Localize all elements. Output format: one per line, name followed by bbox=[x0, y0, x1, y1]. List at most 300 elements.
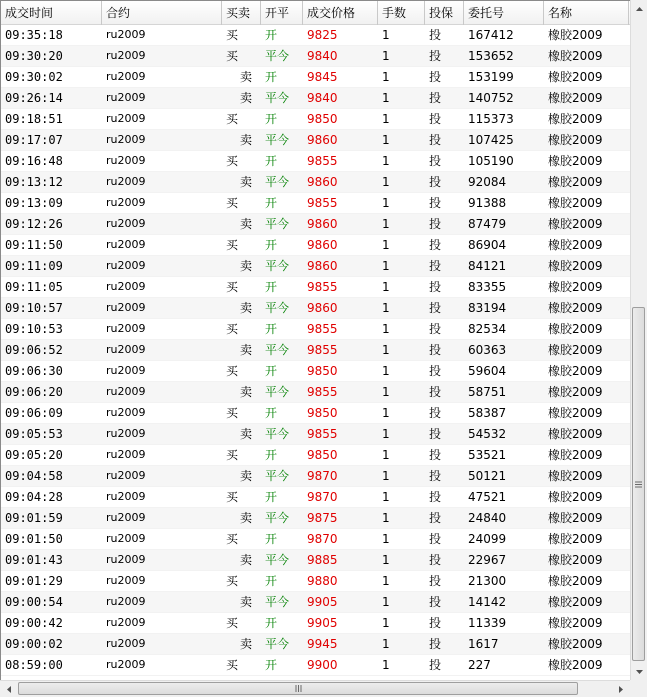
cell-price: 9845 bbox=[307, 70, 338, 84]
cell-order: 105190 bbox=[468, 154, 514, 168]
header-price[interactable]: 成交价格 bbox=[303, 1, 378, 25]
cell-side: 买 bbox=[226, 616, 239, 630]
cell-contract: ru2009 bbox=[106, 406, 146, 419]
cell-qty: 1 bbox=[382, 637, 390, 651]
cell-order: 92084 bbox=[468, 175, 507, 189]
cell-name: 橡胶2009 bbox=[548, 133, 603, 147]
cell-price: 9860 bbox=[307, 175, 338, 189]
cell-contract: ru2009 bbox=[106, 154, 146, 167]
cell-contract: ru2009 bbox=[106, 637, 146, 650]
cell-order: 91388 bbox=[468, 196, 507, 210]
cell-time: 09:00:54 bbox=[5, 595, 63, 609]
cell-name: 橡胶2009 bbox=[548, 217, 603, 231]
cell-order: 24840 bbox=[468, 511, 507, 525]
cell-order: 14142 bbox=[468, 595, 507, 609]
cell-openclose: 平今 bbox=[265, 427, 290, 441]
cell-order: 58751 bbox=[468, 385, 507, 399]
cell-price: 9850 bbox=[307, 112, 338, 126]
cell-order: 24099 bbox=[468, 532, 507, 546]
cell-hedge: 投 bbox=[429, 196, 442, 210]
cell-openclose: 开 bbox=[265, 238, 278, 252]
header-qty[interactable]: 手数 bbox=[378, 1, 425, 25]
cell-contract: ru2009 bbox=[106, 448, 146, 461]
header-name[interactable]: 名称 bbox=[544, 1, 629, 25]
cell-qty: 1 bbox=[382, 175, 390, 189]
cell-time: 09:05:20 bbox=[5, 448, 63, 462]
cell-time: 09:06:20 bbox=[5, 385, 63, 399]
cell-name: 橡胶2009 bbox=[548, 490, 603, 504]
cell-hedge: 投 bbox=[429, 574, 442, 588]
cell-contract: ru2009 bbox=[106, 574, 146, 587]
cell-order: 50121 bbox=[468, 469, 507, 483]
cell-hedge: 投 bbox=[429, 553, 442, 567]
cell-qty: 1 bbox=[382, 133, 390, 147]
cell-order: 53521 bbox=[468, 448, 507, 462]
table-row[interactable] bbox=[1, 193, 630, 214]
cell-hedge: 投 bbox=[429, 406, 442, 420]
horizontal-scrollbar[interactable] bbox=[0, 680, 630, 697]
cell-side: 买 bbox=[226, 112, 239, 126]
cell-qty: 1 bbox=[382, 28, 390, 42]
cell-qty: 1 bbox=[382, 322, 390, 336]
cell-side: 买 bbox=[226, 574, 239, 588]
cell-qty: 1 bbox=[382, 196, 390, 210]
cell-time: 09:04:28 bbox=[5, 490, 63, 504]
cell-hedge: 投 bbox=[429, 133, 442, 147]
cell-side: 买 bbox=[226, 196, 239, 210]
table-row[interactable] bbox=[1, 508, 630, 529]
scroll-left-arrow-icon[interactable] bbox=[0, 681, 17, 697]
cell-hedge: 投 bbox=[429, 49, 442, 63]
cell-price: 9875 bbox=[307, 511, 338, 525]
cell-price: 9905 bbox=[307, 616, 338, 630]
cell-hedge: 投 bbox=[429, 490, 442, 504]
vertical-scroll-thumb[interactable] bbox=[632, 307, 645, 661]
table-row[interactable] bbox=[1, 256, 630, 277]
cell-side: 卖 bbox=[240, 469, 253, 483]
cell-contract: ru2009 bbox=[106, 385, 146, 398]
cell-qty: 1 bbox=[382, 217, 390, 231]
cell-order: 1617 bbox=[468, 637, 499, 651]
cell-hedge: 投 bbox=[429, 112, 442, 126]
cell-side: 买 bbox=[226, 532, 239, 546]
cell-side: 卖 bbox=[240, 511, 253, 525]
header-contract[interactable]: 合约 bbox=[102, 1, 222, 25]
cell-qty: 1 bbox=[382, 301, 390, 315]
cell-side: 买 bbox=[226, 490, 239, 504]
cell-contract: ru2009 bbox=[106, 427, 146, 440]
grip-icon bbox=[295, 685, 302, 692]
cell-openclose: 开 bbox=[265, 490, 278, 504]
cell-price: 9855 bbox=[307, 385, 338, 399]
cell-time: 09:13:09 bbox=[5, 196, 63, 210]
cell-hedge: 投 bbox=[429, 616, 442, 630]
cell-side: 卖 bbox=[240, 301, 253, 315]
cell-qty: 1 bbox=[382, 49, 390, 63]
table-row[interactable] bbox=[1, 340, 630, 361]
cell-order: 87479 bbox=[468, 217, 507, 231]
cell-qty: 1 bbox=[382, 427, 390, 441]
cell-contract: ru2009 bbox=[106, 364, 146, 377]
cell-contract: ru2009 bbox=[106, 658, 146, 671]
cell-time: 09:17:07 bbox=[5, 133, 63, 147]
cell-name: 橡胶2009 bbox=[548, 280, 603, 294]
cell-hedge: 投 bbox=[429, 385, 442, 399]
table-row[interactable] bbox=[1, 88, 630, 109]
cell-hedge: 投 bbox=[429, 658, 442, 672]
cell-side: 买 bbox=[226, 28, 239, 42]
cell-price: 9825 bbox=[307, 28, 338, 42]
cell-hedge: 投 bbox=[429, 28, 442, 42]
cell-order: 22967 bbox=[468, 553, 507, 567]
cell-time: 09:01:59 bbox=[5, 511, 63, 525]
cell-name: 橡胶2009 bbox=[548, 574, 603, 588]
cell-name: 橡胶2009 bbox=[548, 70, 603, 84]
cell-name: 橡胶2009 bbox=[548, 28, 603, 42]
cell-contract: ru2009 bbox=[106, 322, 146, 335]
cell-time: 09:16:48 bbox=[5, 154, 63, 168]
cell-order: 107425 bbox=[468, 133, 514, 147]
cell-qty: 1 bbox=[382, 280, 390, 294]
cell-openclose: 平今 bbox=[265, 553, 290, 567]
table-row[interactable] bbox=[1, 319, 630, 340]
cell-hedge: 投 bbox=[429, 217, 442, 231]
cell-name: 橡胶2009 bbox=[548, 532, 603, 546]
table-row[interactable] bbox=[1, 46, 630, 67]
cell-name: 橡胶2009 bbox=[548, 406, 603, 420]
cell-time: 09:12:26 bbox=[5, 217, 63, 231]
cell-openclose: 平今 bbox=[265, 637, 290, 651]
cell-order: 59604 bbox=[468, 364, 507, 378]
cell-contract: ru2009 bbox=[106, 217, 146, 230]
cell-qty: 1 bbox=[382, 343, 390, 357]
cell-openclose: 平今 bbox=[265, 343, 290, 357]
cell-name: 橡胶2009 bbox=[548, 196, 603, 210]
cell-contract: ru2009 bbox=[106, 238, 146, 251]
cell-side: 买 bbox=[226, 280, 239, 294]
cell-price: 9860 bbox=[307, 259, 338, 273]
cell-name: 橡胶2009 bbox=[548, 154, 603, 168]
cell-order: 21300 bbox=[468, 574, 507, 588]
table-row[interactable] bbox=[1, 172, 630, 193]
cell-qty: 1 bbox=[382, 553, 390, 567]
cell-openclose: 开 bbox=[265, 616, 278, 630]
table-row[interactable] bbox=[1, 655, 630, 676]
cell-contract: ru2009 bbox=[106, 469, 146, 482]
cell-qty: 1 bbox=[382, 448, 390, 462]
table-row[interactable] bbox=[1, 529, 630, 550]
cell-order: 115373 bbox=[468, 112, 514, 126]
cell-time: 09:06:30 bbox=[5, 364, 63, 378]
header-side[interactable]: 买卖 bbox=[222, 1, 261, 25]
cell-time: 09:10:53 bbox=[5, 322, 63, 336]
table-row[interactable] bbox=[1, 382, 630, 403]
cell-qty: 1 bbox=[382, 574, 390, 588]
cell-qty: 1 bbox=[382, 595, 390, 609]
cell-side: 卖 bbox=[240, 91, 253, 105]
cell-order: 153199 bbox=[468, 70, 514, 84]
cell-price: 9870 bbox=[307, 490, 338, 504]
cell-time: 09:06:09 bbox=[5, 406, 63, 420]
cell-name: 橡胶2009 bbox=[548, 427, 603, 441]
cell-price: 9885 bbox=[307, 553, 338, 567]
cell-name: 橡胶2009 bbox=[548, 637, 603, 651]
cell-side: 买 bbox=[226, 406, 239, 420]
cell-side: 买 bbox=[226, 238, 239, 252]
cell-side: 卖 bbox=[240, 133, 253, 147]
cell-price: 9905 bbox=[307, 595, 338, 609]
cell-qty: 1 bbox=[382, 658, 390, 672]
header-time[interactable]: 成交时间 bbox=[1, 1, 102, 25]
cell-hedge: 投 bbox=[429, 343, 442, 357]
header-hedge[interactable]: 投保 bbox=[425, 1, 464, 25]
cell-time: 09:13:12 bbox=[5, 175, 63, 189]
cell-name: 橡胶2009 bbox=[548, 616, 603, 630]
cell-name: 橡胶2009 bbox=[548, 49, 603, 63]
table-row[interactable] bbox=[1, 487, 630, 508]
table-row[interactable] bbox=[1, 466, 630, 487]
cell-side: 买 bbox=[226, 154, 239, 168]
cell-time: 09:10:57 bbox=[5, 301, 63, 315]
cell-time: 09:26:14 bbox=[5, 91, 63, 105]
cell-qty: 1 bbox=[382, 154, 390, 168]
cell-price: 9850 bbox=[307, 448, 338, 462]
header-openclose[interactable]: 开平 bbox=[261, 1, 303, 25]
cell-price: 9855 bbox=[307, 280, 338, 294]
vertical-scrollbar[interactable] bbox=[630, 0, 647, 680]
cell-openclose: 平今 bbox=[265, 175, 290, 189]
cell-side: 卖 bbox=[240, 385, 253, 399]
cell-name: 橡胶2009 bbox=[548, 343, 603, 357]
cell-time: 09:01:43 bbox=[5, 553, 63, 567]
cell-name: 橡胶2009 bbox=[548, 385, 603, 399]
cell-qty: 1 bbox=[382, 511, 390, 525]
horizontal-scroll-thumb[interactable] bbox=[18, 682, 578, 695]
cell-hedge: 投 bbox=[429, 259, 442, 273]
cell-price: 9900 bbox=[307, 658, 338, 672]
cell-contract: ru2009 bbox=[106, 490, 146, 503]
table-row[interactable] bbox=[1, 298, 630, 319]
cell-price: 9880 bbox=[307, 574, 338, 588]
table-row[interactable] bbox=[1, 634, 630, 655]
cell-name: 橡胶2009 bbox=[548, 553, 603, 567]
cell-order: 227 bbox=[468, 658, 491, 672]
cell-price: 9860 bbox=[307, 301, 338, 315]
cell-time: 09:04:58 bbox=[5, 469, 63, 483]
scroll-up-arrow-icon[interactable] bbox=[631, 0, 647, 17]
cell-time: 09:30:20 bbox=[5, 49, 63, 63]
cell-hedge: 投 bbox=[429, 175, 442, 189]
cell-name: 橡胶2009 bbox=[548, 112, 603, 126]
cell-order: 47521 bbox=[468, 490, 507, 504]
cell-contract: ru2009 bbox=[106, 28, 146, 41]
cell-openclose: 平今 bbox=[265, 301, 290, 315]
cell-hedge: 投 bbox=[429, 448, 442, 462]
cell-order: 60363 bbox=[468, 343, 507, 357]
cell-side: 买 bbox=[226, 364, 239, 378]
cell-name: 橡胶2009 bbox=[548, 91, 603, 105]
table-row[interactable] bbox=[1, 130, 630, 151]
header-order[interactable]: 委托号 bbox=[464, 1, 544, 25]
table-row[interactable] bbox=[1, 592, 630, 613]
cell-price: 9855 bbox=[307, 322, 338, 336]
cell-order: 83355 bbox=[468, 280, 507, 294]
cell-side: 卖 bbox=[240, 70, 253, 84]
cell-openclose: 平今 bbox=[265, 133, 290, 147]
cell-openclose: 平今 bbox=[265, 469, 290, 483]
cell-qty: 1 bbox=[382, 259, 390, 273]
cell-name: 橡胶2009 bbox=[548, 364, 603, 378]
cell-order: 11339 bbox=[468, 616, 507, 630]
cell-order: 54532 bbox=[468, 427, 507, 441]
cell-openclose: 开 bbox=[265, 364, 278, 378]
cell-price: 9855 bbox=[307, 343, 338, 357]
cell-openclose: 平今 bbox=[265, 595, 290, 609]
table-row[interactable] bbox=[1, 109, 630, 130]
scroll-right-arrow-icon[interactable] bbox=[612, 681, 629, 697]
cell-hedge: 投 bbox=[429, 91, 442, 105]
scroll-down-arrow-icon[interactable] bbox=[631, 663, 647, 680]
cell-openclose: 开 bbox=[265, 574, 278, 588]
cell-name: 橡胶2009 bbox=[548, 595, 603, 609]
cell-side: 卖 bbox=[240, 217, 253, 231]
cell-openclose: 开 bbox=[265, 28, 278, 42]
cell-hedge: 投 bbox=[429, 427, 442, 441]
cell-qty: 1 bbox=[382, 112, 390, 126]
cell-price: 9855 bbox=[307, 196, 338, 210]
cell-openclose: 平今 bbox=[265, 385, 290, 399]
cell-name: 橡胶2009 bbox=[548, 259, 603, 273]
cell-price: 9850 bbox=[307, 364, 338, 378]
cell-hedge: 投 bbox=[429, 238, 442, 252]
cell-name: 橡胶2009 bbox=[548, 448, 603, 462]
cell-qty: 1 bbox=[382, 91, 390, 105]
table-row[interactable] bbox=[1, 277, 630, 298]
cell-openclose: 开 bbox=[265, 196, 278, 210]
table-row[interactable] bbox=[1, 214, 630, 235]
cell-hedge: 投 bbox=[429, 154, 442, 168]
table-row[interactable] bbox=[1, 571, 630, 592]
table-row[interactable] bbox=[1, 235, 630, 256]
cell-name: 橡胶2009 bbox=[548, 322, 603, 336]
cell-openclose: 开 bbox=[265, 154, 278, 168]
cell-side: 买 bbox=[226, 322, 239, 336]
cell-time: 09:30:02 bbox=[5, 70, 63, 84]
cell-name: 橡胶2009 bbox=[548, 511, 603, 525]
cell-price: 9860 bbox=[307, 133, 338, 147]
cell-name: 橡胶2009 bbox=[548, 301, 603, 315]
cell-name: 橡胶2009 bbox=[548, 175, 603, 189]
cell-name: 橡胶2009 bbox=[548, 469, 603, 483]
cell-side: 卖 bbox=[240, 637, 253, 651]
table-body bbox=[1, 25, 630, 676]
cell-qty: 1 bbox=[382, 490, 390, 504]
cell-qty: 1 bbox=[382, 385, 390, 399]
cell-side: 卖 bbox=[240, 259, 253, 273]
scrollbar-corner bbox=[630, 680, 647, 697]
cell-hedge: 投 bbox=[429, 70, 442, 84]
table-row[interactable] bbox=[1, 403, 630, 424]
cell-time: 09:01:50 bbox=[5, 532, 63, 546]
cell-contract: ru2009 bbox=[106, 343, 146, 356]
table-row[interactable] bbox=[1, 550, 630, 571]
cell-qty: 1 bbox=[382, 532, 390, 546]
table-row[interactable] bbox=[1, 445, 630, 466]
cell-openclose: 开 bbox=[265, 70, 278, 84]
table-row[interactable] bbox=[1, 67, 630, 88]
table-row[interactable] bbox=[1, 25, 630, 46]
cell-time: 08:59:00 bbox=[5, 658, 63, 672]
cell-openclose: 开 bbox=[265, 280, 278, 294]
cell-openclose: 开 bbox=[265, 322, 278, 336]
cell-hedge: 投 bbox=[429, 322, 442, 336]
cell-side: 卖 bbox=[240, 427, 253, 441]
cell-hedge: 投 bbox=[429, 595, 442, 609]
cell-time: 09:05:53 bbox=[5, 427, 63, 441]
cell-time: 09:18:51 bbox=[5, 112, 63, 126]
cell-order: 83194 bbox=[468, 301, 507, 315]
cell-qty: 1 bbox=[382, 406, 390, 420]
cell-side: 买 bbox=[226, 448, 239, 462]
cell-price: 9870 bbox=[307, 469, 338, 483]
cell-hedge: 投 bbox=[429, 637, 442, 651]
cell-openclose: 开 bbox=[265, 112, 278, 126]
cell-price: 9860 bbox=[307, 238, 338, 252]
cell-openclose: 开 bbox=[265, 448, 278, 462]
cell-order: 86904 bbox=[468, 238, 507, 252]
cell-time: 09:00:02 bbox=[5, 637, 63, 651]
cell-hedge: 投 bbox=[429, 511, 442, 525]
cell-contract: ru2009 bbox=[106, 112, 146, 125]
table-row[interactable] bbox=[1, 361, 630, 382]
cell-side: 买 bbox=[226, 49, 239, 63]
cell-name: 橡胶2009 bbox=[548, 238, 603, 252]
cell-hedge: 投 bbox=[429, 469, 442, 483]
cell-order: 140752 bbox=[468, 91, 514, 105]
cell-openclose: 开 bbox=[265, 532, 278, 546]
grip-icon bbox=[635, 481, 642, 488]
cell-price: 9860 bbox=[307, 217, 338, 231]
cell-price: 9945 bbox=[307, 637, 338, 651]
cell-time: 09:06:52 bbox=[5, 343, 63, 357]
cell-hedge: 投 bbox=[429, 532, 442, 546]
cell-openclose: 开 bbox=[265, 406, 278, 420]
cell-contract: ru2009 bbox=[106, 553, 146, 566]
cell-side: 卖 bbox=[240, 175, 253, 189]
cell-order: 167412 bbox=[468, 28, 514, 42]
cell-openclose: 平今 bbox=[265, 217, 290, 231]
cell-order: 84121 bbox=[468, 259, 507, 273]
cell-order: 153652 bbox=[468, 49, 514, 63]
table-row[interactable] bbox=[1, 613, 630, 634]
cell-time: 09:01:29 bbox=[5, 574, 63, 588]
cell-contract: ru2009 bbox=[106, 91, 146, 104]
cell-qty: 1 bbox=[382, 616, 390, 630]
cell-contract: ru2009 bbox=[106, 532, 146, 545]
cell-contract: ru2009 bbox=[106, 595, 146, 608]
cell-price: 9840 bbox=[307, 91, 338, 105]
table-header bbox=[1, 1, 630, 25]
cell-price: 9870 bbox=[307, 532, 338, 546]
cell-side: 卖 bbox=[240, 595, 253, 609]
cell-contract: ru2009 bbox=[106, 616, 146, 629]
cell-time: 09:11:09 bbox=[5, 259, 63, 273]
table-row[interactable] bbox=[1, 424, 630, 445]
cell-openclose: 平今 bbox=[265, 49, 290, 63]
table-row[interactable] bbox=[1, 151, 630, 172]
cell-hedge: 投 bbox=[429, 364, 442, 378]
cell-time: 09:11:50 bbox=[5, 238, 63, 252]
